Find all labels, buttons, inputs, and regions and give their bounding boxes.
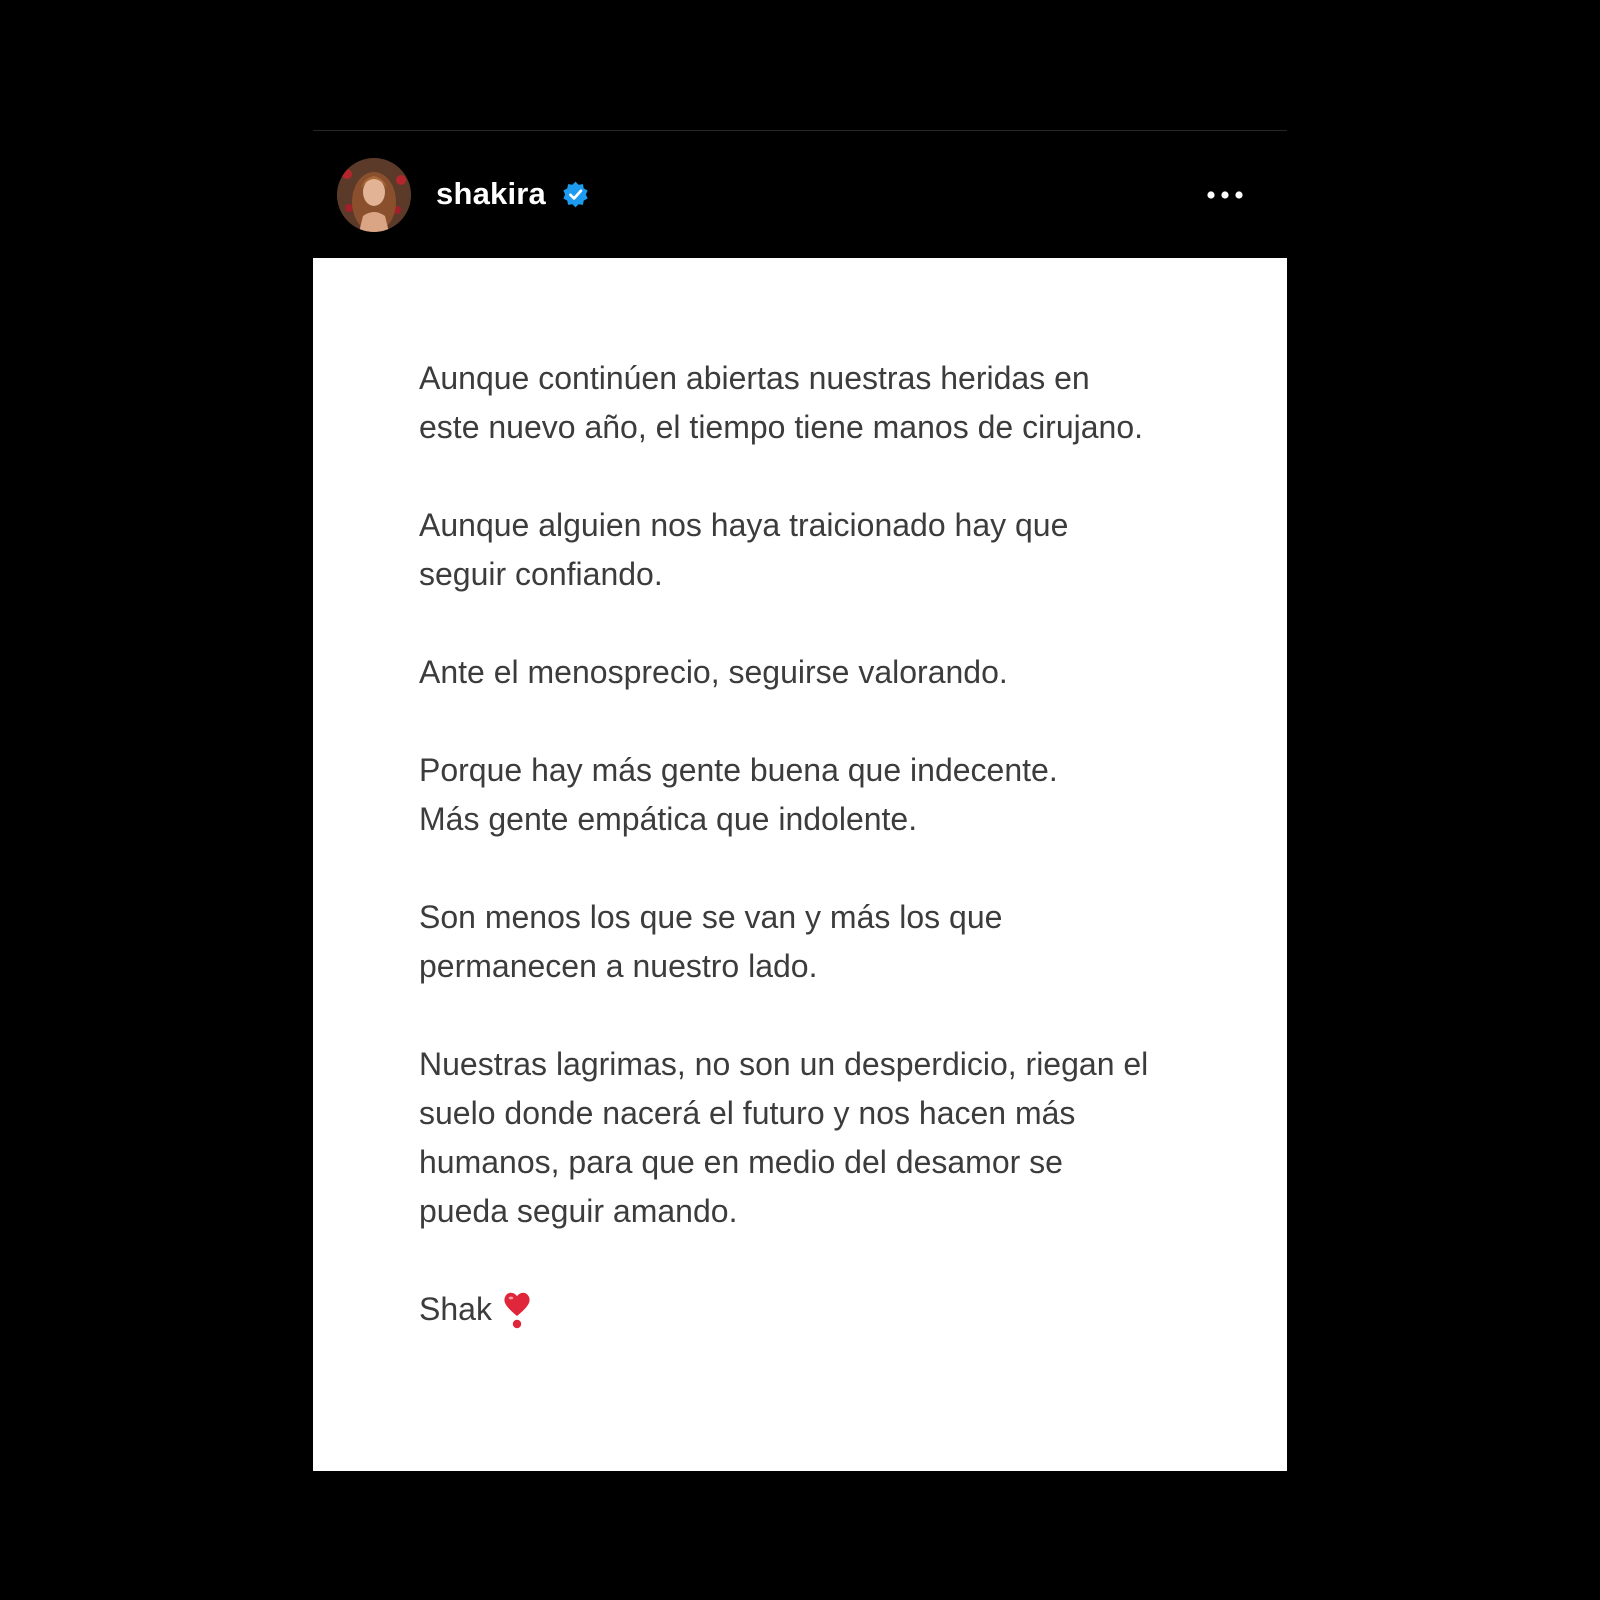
caption-paragraph (419, 893, 1239, 991)
caption-line: Porque hay más gente buena que indecente. (419, 752, 1058, 788)
more-options-icon[interactable] (1203, 177, 1247, 213)
caption-line: Ante el menosprecio, seguirse valorando. (419, 654, 1008, 690)
caption-line: Aunque continúen abiertas nuestras heridas en (419, 360, 1090, 396)
caption-line: humanos, para que en medio del desamor se (419, 1144, 1063, 1180)
caption-paragraph (419, 1040, 1239, 1236)
post-header (313, 131, 1287, 258)
signoff (419, 1285, 1239, 1334)
caption-text (419, 354, 1239, 1334)
caption-paragraph (419, 501, 1239, 599)
caption-line: seguir confiando. (419, 556, 663, 592)
caption-paragraph (419, 648, 1239, 697)
caption-line: Aunque alguien nos haya traicionado hay que (419, 507, 1069, 543)
post-container (313, 130, 1287, 1471)
caption-line: Son menos los que se van y más los que (419, 899, 1003, 935)
caption-paragraph (419, 746, 1239, 844)
caption-line: pueda seguir amando. (419, 1193, 738, 1229)
verified-badge-icon (562, 181, 589, 208)
caption-line: Más gente empática que indolente. (419, 801, 918, 837)
caption-line: suelo donde nacerá el futuro y nos hacen más (419, 1095, 1076, 1131)
username[interactable]: shakira (436, 176, 546, 211)
caption-line: Nuestras lagrimas, no son un desperdicio, riegan el (419, 1046, 1149, 1082)
caption-line: permanecen a nuestro lado. (419, 948, 818, 984)
avatar[interactable] (337, 158, 411, 232)
signoff-text: Shak (419, 1291, 492, 1327)
caption-paragraph (419, 354, 1239, 452)
caption-line: este nuevo año, el tiempo tiene manos de cirujano. (419, 409, 1144, 445)
post-image[interactable] (313, 258, 1287, 1471)
heart-exclamation-icon (502, 1290, 532, 1330)
